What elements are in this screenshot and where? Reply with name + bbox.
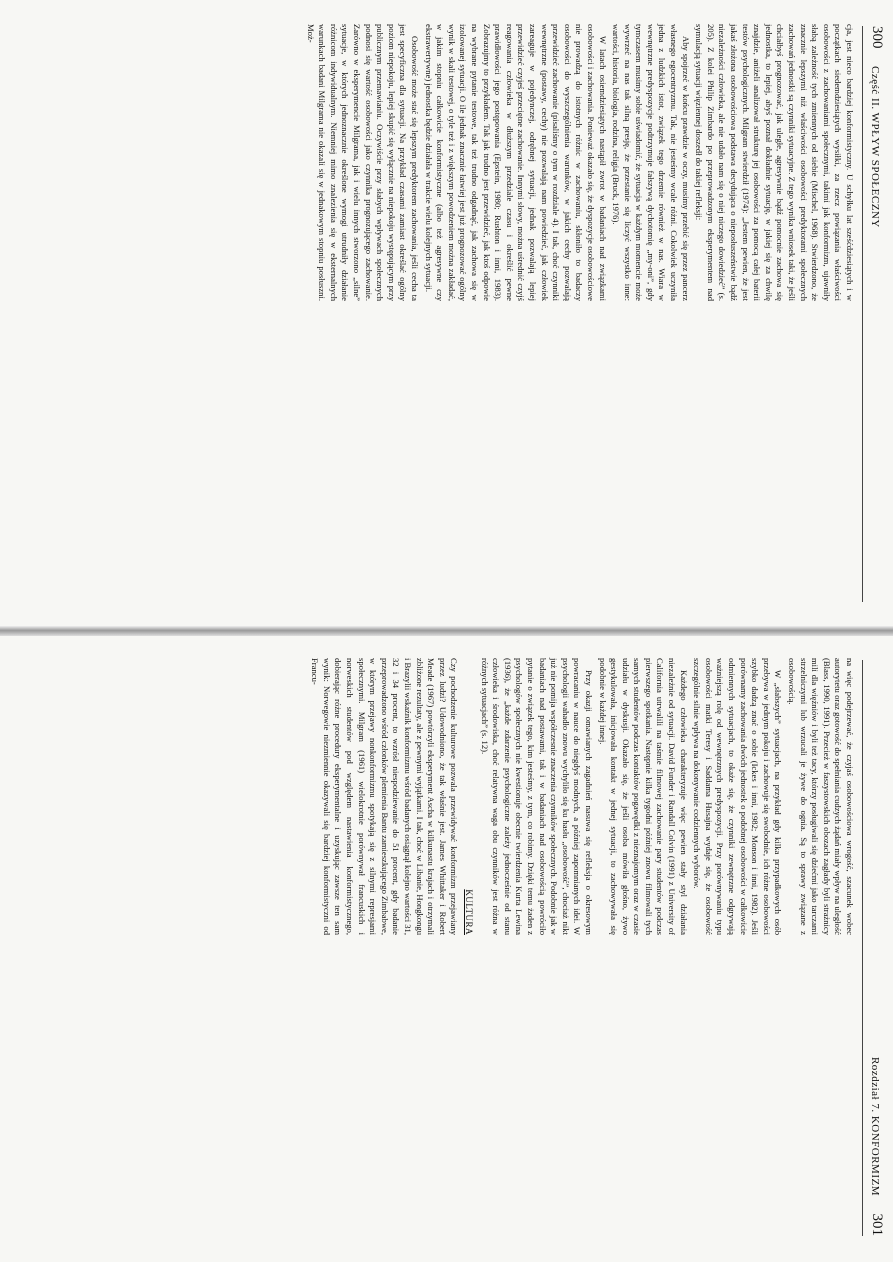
body-paragraph: na więc podejrzewać, że czyjaś osobowościowa wrogość, szacunek wobec autorytetu oraz gotowość do spełniania cudzych żądań miały wpływ na uległość (Blass, 1990, 1991). Przecież w faszystowskich obozach zagłady byli strażnicy mili dla więźniów i byli też tacy, którzy posługiwali się dziećmi jako tarczami strzelniczymi lub wrzucali je żywe do ognia. Są to sprawy związane z osobowością. xyxy=(787,658,855,935)
body-paragraph: W latach osiemdziesiątych nastąpił zwrot w badaniach nad związkami osobowości i zachowania. Ponieważ okazało się, że dyspozycje osobowościowe nie prowadzą do istotnych różnic w zachowaniu, skłoniło to badaczy osobowości do wyszczególnienia warunków, w jakich cechy pozwalają przewidzieć zachowanie (pisaliśmy o tym w rozdziale 4). I tak, choć czynniki wewnętrzne (postawy, cechy) nie pozwalają nam powiedzieć, jak człowiek zareaguje w pojedynczej, odrębnej sytuacji, jednak pozwalają lepiej przewidzieć czyjeś przeciętne zachowanie. Innymi słowy, można uśrednić czyjś reagowania człowieka w dłuższym przedziale czasu i określić pewne prawidłowości jego postępowania (Epstein, 1980; Rushton i inni, 1983). Zobrazujmy to przykładem. Tak jak trudno jest przewidzieć, jak ktoś odpowie na wybrane pytanie testowe, tak też trudno odgadnąć, jak zachowa się w izolowanej sytuacji. O ile jednak znacznie łatwiej jest już prognozować ogólny wynik w skali testowej, o tyle też i z większym powodzeniem można zakładać, w jakim stopniu całkowicie konformistyczne (albo też agresywne czy ekstrawertywne) jednostka będzie działała w trakcie wielu kolejnych sytuacji. xyxy=(423,24,608,301)
block-quote: Aby spojrzeć w końcu prawdzie w oczy, musimy przebić się przez pancerz własnego egocentryzmu. Tak, nie jesteśmy wcale różni. Cokolwiek uczyniła jedna z ludzkich istot, związek tego drzemie również w nas. Wiara w wewnętrzne predyspozycje podtrzymuje fałszywą dychotomię „my-oni”, gdy tymczasem musimy sobie uświadomić, że sytuacja w każdym momencie może wywrzeć na nas tak silną presję, że przestanie się liczyć wszystko inne: wartości, historia, biologia, rodzina, religia (Bruck, 1976). xyxy=(611,24,691,301)
right-page-body xyxy=(16,658,855,1238)
left-page-body xyxy=(16,24,855,604)
body-paragraph: Każdego człowieka charakteryzuje więc pewien stały styl działania niezależnie od sytuacji. David Funder i Randall Colvin (1991) z University of California utrwalili na taśmie filmowej zachowanie pary studentów podczas pierwszego spotkania. Następnie kilka tygodni później znowu filmowali tych samych studentów podczas kontaktów pogawędki z nieznajomym oraz w czasie udziału w dyskusji. Okazało się, że jeśli osoba mówiła głośno, żywo gestykulowała, inicjowała kontakt w jednej sytuacji, to zachowywała się podobnie w każdej innej. xyxy=(597,658,689,935)
right-running-head: Rozdział 7. KONFORMIZM xyxy=(869,1056,881,1196)
sidebar-paragraph: Czy pochodzenie kulturowe pozwala przewidywać konformizm przejawiany przez ludzi? Udowodniono, że tak właśnie jest. James Whittaker i Robert Meade (1967) powtórzyli eksperyment Ascha w kilkunastu krajach i otrzymali zbliżone rezultaty, ale z pewnymi wyjątkami. I tak, choć w Libanie, Hongkongu i Brazylii wskaźnik konformizmu wśród badanych osiągnął kolejno wartości 31, 32 i 34 procent, to wzrósł niespodziewanie do 51 procent, gdy badanie przeprowadzono wśród członków plemienia Bantu zamieszkującego Zimbabwe, w którym przejawy nonkonformizmu spotykają się z silnymi represjami społecznymi. Milgram (1961) wielokrotnie porównywał francuskich i norweskich studentów pod względem nastawienia konformistycznego, dobierając różne procedury eksperymentalne i uzyskując zawsze ten sam wynik: Norwegowie niezmiennie okazywali się bardziej konformistyczni od Francu- xyxy=(310,658,460,935)
body-paragraph: cja, jest nieco bardziej konformistyczny. U schyłku lat sześćdziesiątych i w początkach siedemdziesiątych wysiłki, za rzecz powiązania właściwości osobowości z zachowaniami społecznymi, takimi jak konformizm, ujawniły słabą zależność tych zmiennych od siebie (Mischel, 1968). Stwierdzono, że znacznie lepszymi niż właściwości osobowości predyktorami społecznych zachowań jednostki są czynniki sytuacyjne. Z tego wynika wniosek taki, że jeśli chciałbyś prognozować, jak uległe, agresywnie bądź pomocnie zachowa się jednostka, to lepiej, abyś poznał dokładnie sytuację, w jakiej się za chwilę znajdzie, aniżeli analizował strukturę jej osobowości za pomocą całej baterii testów psychologicznych. Milgram stwierdził (1974): „Jestem pewien, że jest jakaś złożona osobowościowa podstawa decydująca o nieposłuszeństwie bądź niezależności człowieka, ale nie udało nam się o niej niczego dowiedzieć” (s. 205). Z kolei Philip Zimbardo po przeprowadzonym eksperymentem nad symulacją sytuacji więziennej doszedł do takiej refleksji: xyxy=(694,24,855,301)
left-page-header xyxy=(862,26,887,602)
left-running-head: Część II. WPŁYW SPOŁECZNY xyxy=(869,66,881,228)
culture-sidebar-box xyxy=(309,658,474,935)
body-paragraph: Osobowość może stać się lepszym predyktorem zachowania, jeśli cecha ta jest specyficzna dla sytuacji. Na przykład czasami zamiast określać ogólny poziom niepokoju, lepiej skupić się wyłącznie na niepokoju występującym przy publicznym przemawianiu. Oczywiście przy słabych wpływach społecznych podnosi się wartość osobowości jako czynnika prognozującego zachowanie. Zarówno w eksperymencie Milgrama, jak i wielu innych stworzono „silne” sytuacje, w których jednoznacznie określone wymogi utrudniły działanie różnicom indywidualnym. Niemniej mimo znalezienia się w eksternalnych warunkach badani Milgrama nie okazali się w jednakowym stopniu posłuszni. Moż- xyxy=(305,24,421,301)
right-page-header xyxy=(862,660,887,1236)
right-page-number: 301 xyxy=(869,1213,885,1236)
body-paragraph: W „słabszych” sytuacjach, na przykład gdy kilka przypadkowych osób przebywa w jednym pokoju i zachowuje się swobodnie, ich różne osobowości szybko dadzą znać o sobie (Ickes i inni, 1982; Monson i inni, 1982). Jeśli porównamy zachowania dwóch jednostek o podobnej osobowości w całkowicie odmiennych sytuacjach, to okaże się, że czynniki zewnętrzne odgrywają ważniejszą rolę od wewnętrznych predyspozycji. Przy porównywaniu typu osobowości matki Teresy i Saddama Husajna wydaje się, że osobowość szczególnie silnie wpływa na dokonywanie codziennych wyborów. xyxy=(692,658,784,935)
sidebar-heading: KULTURA xyxy=(464,889,474,935)
left-page-number: 300 xyxy=(869,26,885,49)
body-paragraph: Przy okazji omawianych zagadnień nasuwa się refleksja o okresowym powracaniu w nauce do niegdyś modnych, a później zapomnianych idei. W psychologii wahadło znowu wychyliło się ku hasłu „osobowość”, chociaż nikt już nie pomija współczesnie znaczenia czynników społecznych. Podobnie jak w badaniach nad postawami, tak i w badaniach nad osobowością powróciło pytanie o związek tego, kim jesteśmy, z tym, co robimy. Dzięki temu żaden z psychologów społecznych nie kwestionuje obecnie twierdzenia Kurta Lewina (1936), że „każde zdarzenie psychologiczne zależy jednocześnie od stanu człowieka i środowiska, choć relatywna waga obu czynników jest różna w różnych sytuacjach” (s. 12). xyxy=(479,658,594,935)
right-page xyxy=(0,634,893,1262)
left-page xyxy=(0,0,893,628)
